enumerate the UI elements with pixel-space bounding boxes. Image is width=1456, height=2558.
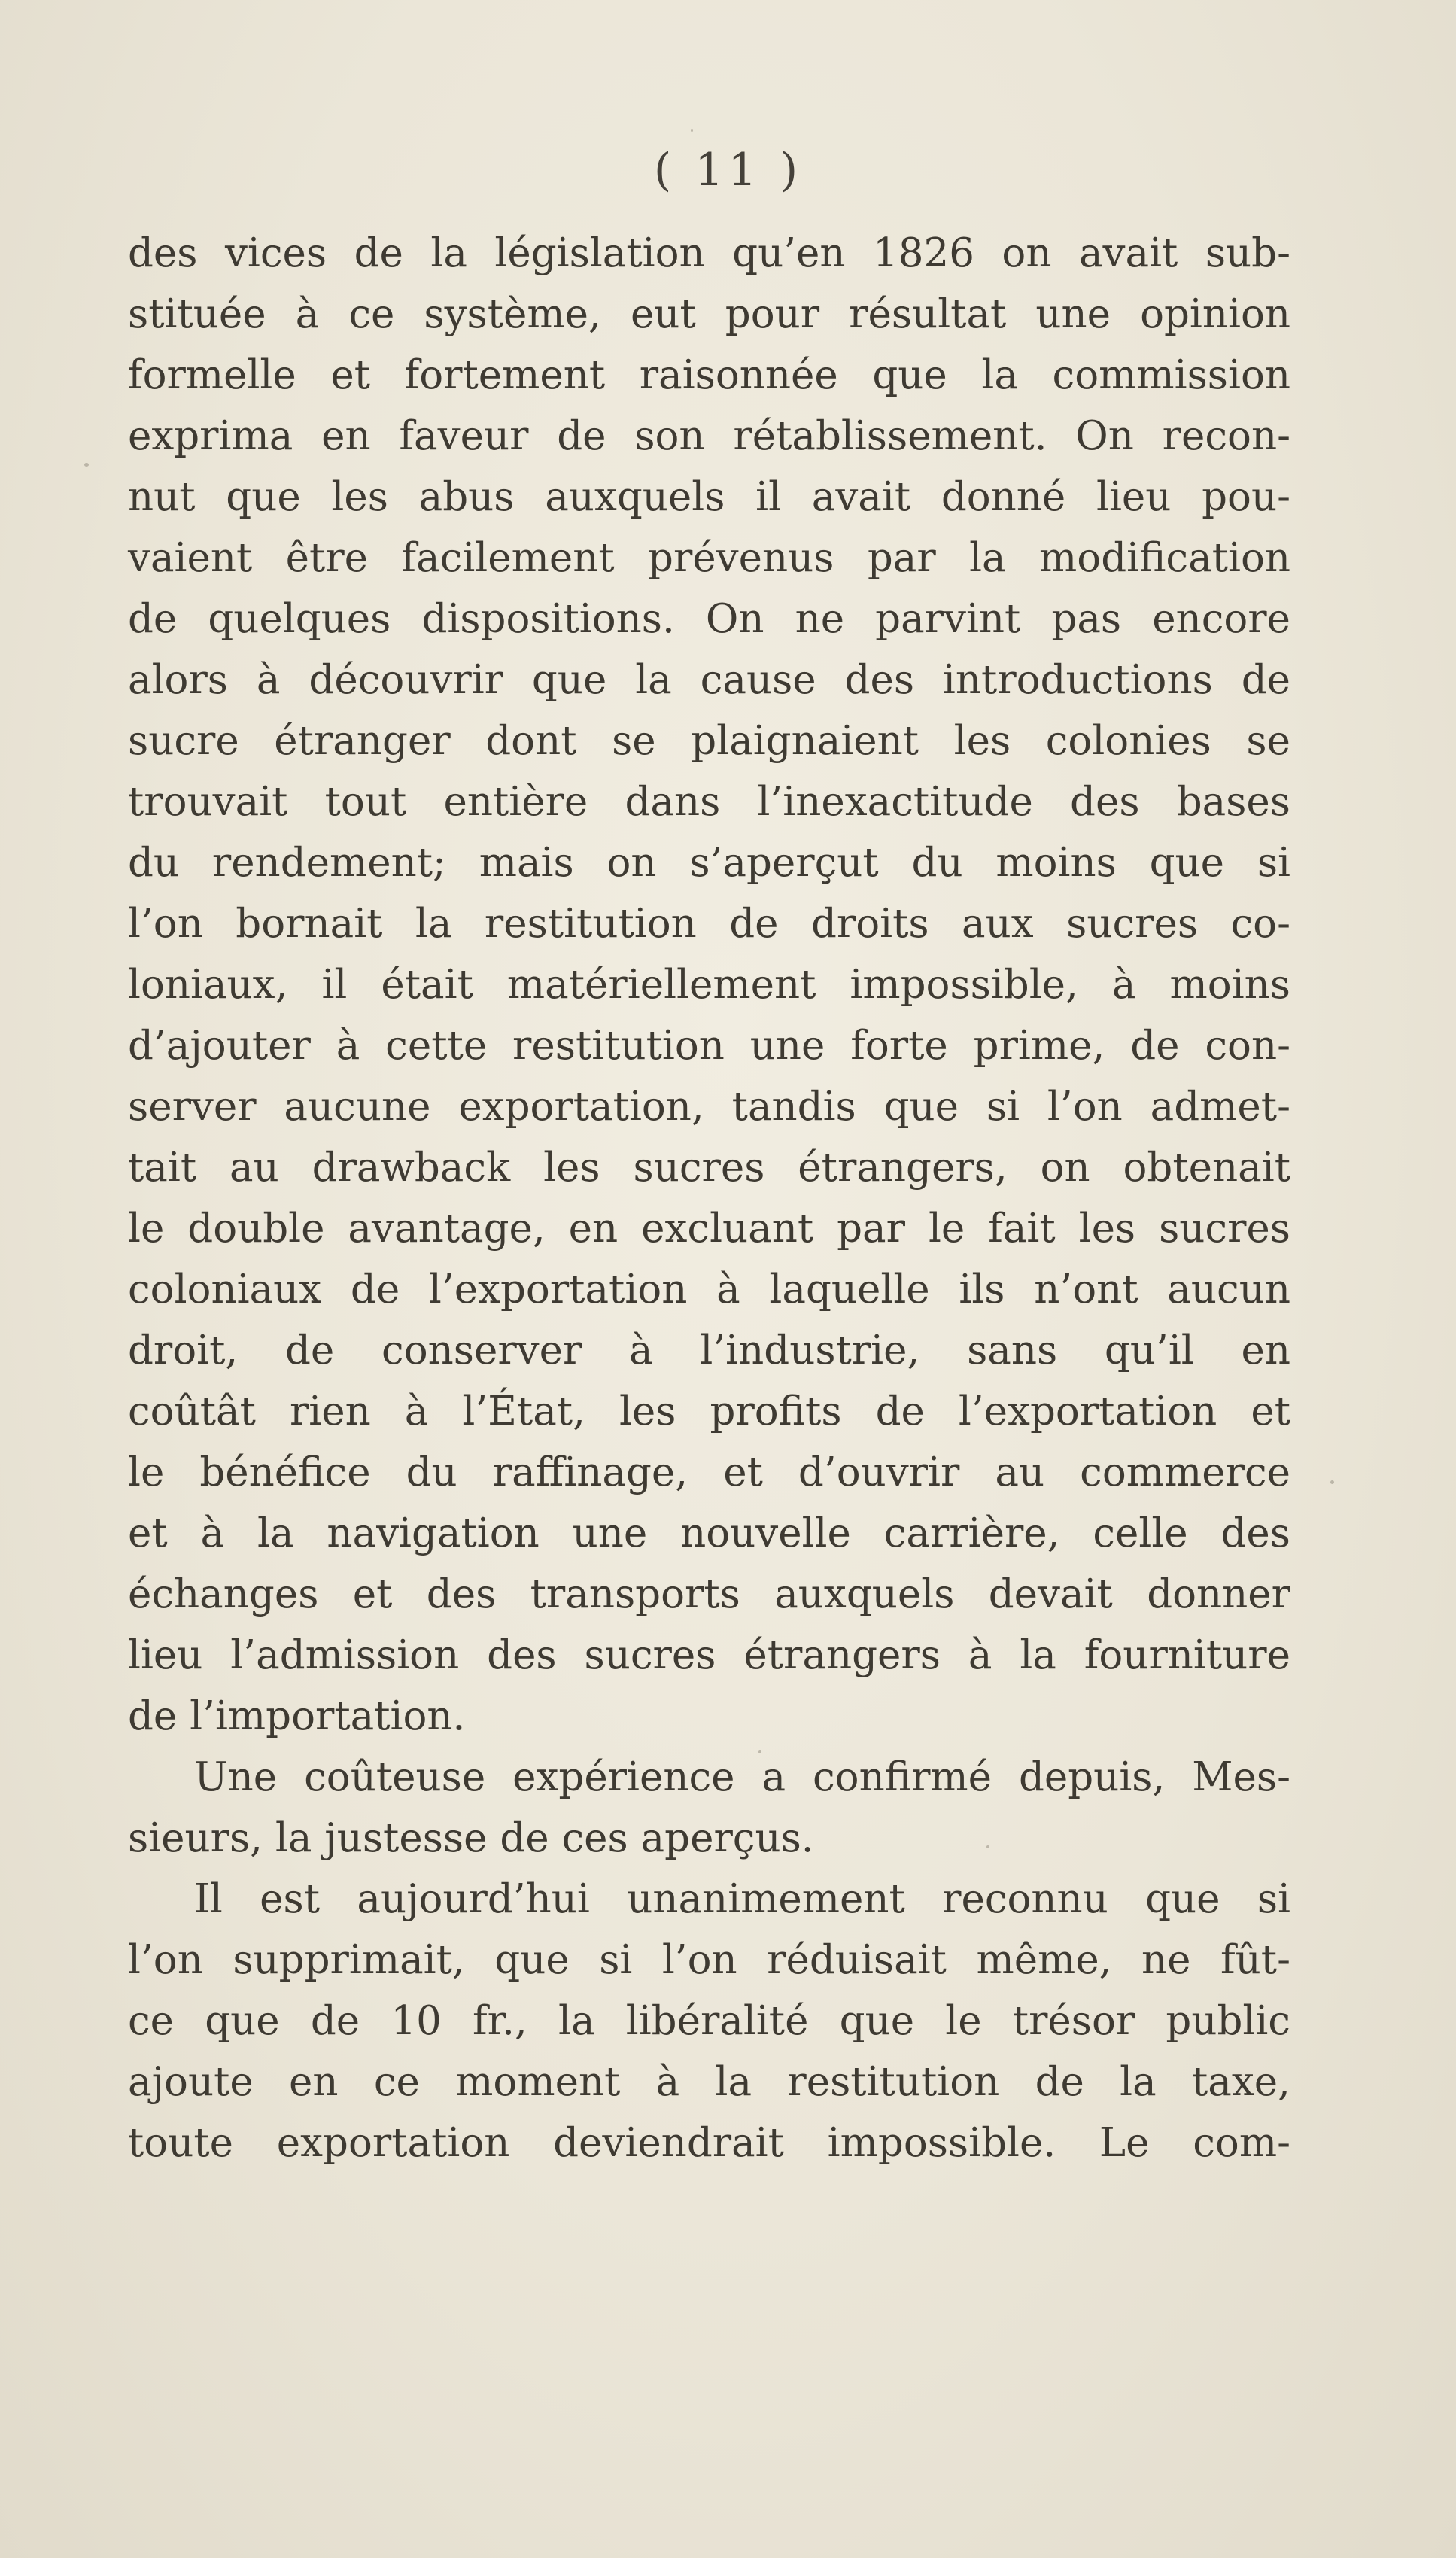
paper-speck — [1330, 1480, 1334, 1484]
text-line: formelle et fortement raisonnée que la commission — [128, 352, 1290, 398]
paper-speck — [986, 1845, 989, 1848]
text-line: lieu l’admission des sucres étrangers à la fourniture — [128, 1632, 1290, 1678]
text-line: des vices de la législation qu’en 1826 on avait sub- — [128, 230, 1290, 276]
text-line: l’on bornait la restitution de droits aux sucres co- — [128, 901, 1290, 947]
text-line: de l’importation. — [128, 1693, 466, 1739]
paper-speck — [758, 1750, 761, 1753]
text-line: tait au drawback les sucres étrangers, on obtenait — [128, 1145, 1290, 1191]
text-line: l’on supprimait, que si l’on réduisait même, ne fût- — [128, 1937, 1290, 1983]
text-line: trouvait tout entière dans l’inexactitude des bases — [128, 779, 1290, 825]
text-line: sucre étranger dont se plaignaient les colonies se — [128, 718, 1290, 764]
paragraph-2 — [128, 1747, 1290, 1869]
text-line: nut que les abus auxquels il avait donné lieu pou- — [128, 474, 1290, 520]
text-line: server aucune exportation, tandis que si l’on admet- — [128, 1084, 1290, 1130]
body-text — [128, 223, 1290, 2173]
text-line: coloniaux de l’exportation à laquelle ils n’ont aucun — [128, 1267, 1290, 1312]
text-line: alors à découvrir que la cause des introductions de — [128, 657, 1290, 703]
paper-speck — [691, 129, 693, 132]
text-line: Il est aujourd’hui unanimement reconnu que si — [194, 1876, 1290, 1922]
paper-speck — [84, 463, 89, 467]
text-line: ajoute en ce moment à la restitution de la taxe, — [128, 2059, 1290, 2105]
text-line: ce que de 10 fr., la libéralité que le trésor public — [128, 1998, 1290, 2044]
text-line: le double avantage, en excluant par le fait les sucres — [128, 1206, 1290, 1252]
text-line: du rendement; mais on s’aperçut du moins que si — [128, 840, 1290, 886]
text-line: exprima en faveur de son rétablissement. On recon- — [128, 413, 1290, 459]
text-line: d’ajouter à cette restitution une forte prime, de con- — [128, 1023, 1290, 1069]
text-line: Une coûteuse expérience a confirmé depuis, Mes- — [194, 1754, 1290, 1800]
paragraph-1 — [128, 223, 1290, 1747]
text-line: coûtât rien à l’État, les profits de l’exportation et — [128, 1388, 1290, 1434]
text-line: toute exportation deviendrait impossible. Le com- — [128, 2120, 1290, 2166]
text-line: et à la navigation une nouvelle carrière, celle des — [128, 1510, 1290, 1556]
text-line: échanges et des transports auxquels devait donner — [128, 1571, 1290, 1617]
text-line: sieurs, la justesse de ces aperçus. — [128, 1815, 814, 1861]
text-line: droit, de conserver à l’industrie, sans qu’il en — [128, 1328, 1290, 1373]
text-line: loniaux, il était matériellement impossible, à moins — [128, 962, 1290, 1008]
page-number: ( 11 ) — [653, 144, 803, 196]
text-line: stituée à ce système, eut pour résultat une opinion — [128, 291, 1290, 337]
text-line: vaient être facilement prévenus par la modification — [128, 535, 1290, 581]
text-line: le bénéfice du raffinage, et d’ouvrir au commerce — [128, 1449, 1290, 1495]
paragraph-3 — [128, 1869, 1290, 2173]
text-line: de quelques dispositions. On ne parvint pas encore — [128, 596, 1290, 642]
